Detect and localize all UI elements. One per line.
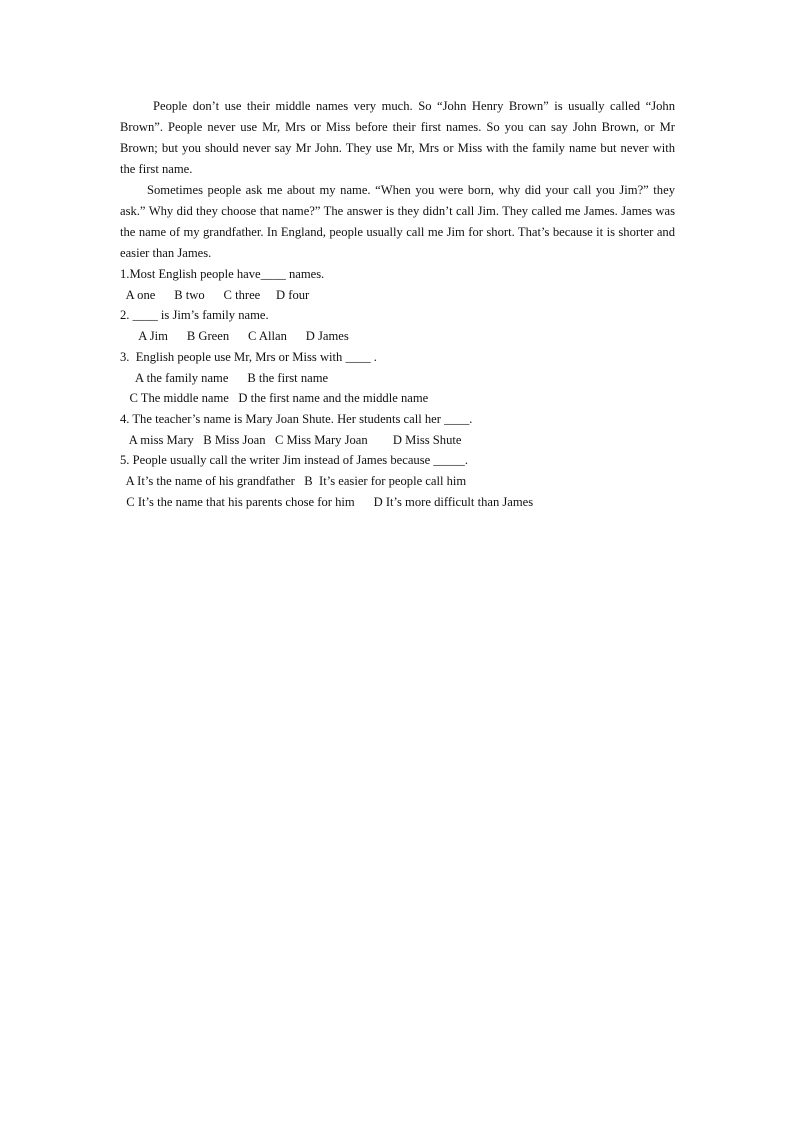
question-1 — [120, 264, 675, 305]
question-stem: 1.Most English people have____ names. — [120, 267, 325, 281]
passage-paragraph-2: Sometimes people ask me about my name. “When you were born, why did your call you Jim?” they ask.” Why did they choose that name?” The answer is they didn’t call Jim. They called me James. James was the name of my grandfather. In England, people usually call me Jim for short. That’s because it is shorter and easier than James. — [120, 183, 675, 260]
question-options: A the family name B the first name — [120, 370, 329, 385]
question-5 — [120, 450, 675, 512]
question-options: A miss Mary B Miss Joan C Miss Mary Joan D Miss Shute — [120, 432, 462, 447]
document-page — [120, 96, 675, 512]
question-stem: 4. The teacher’s name is Mary Joan Shute. Her students call her ____. — [120, 411, 473, 426]
question-3 — [120, 347, 675, 409]
question-2 — [120, 305, 675, 346]
question-stem: 2. ____ is Jim’s family name. — [120, 308, 269, 323]
question-stem: 5. People usually call the writer Jim instead of James because _____. — [120, 453, 468, 468]
question-options: A one B two C three D four — [120, 287, 310, 302]
passage-paragraph-1: People don’t use their middle names very much. So “John Henry Brown” is usually called “John Brown”. People never use Mr, Mrs or Miss before their first names. So you can say John Brown, or Mr Brown; but you should never say Mr John. They use Mr, Mrs or Miss with the family name but never with the first name. — [120, 99, 675, 176]
question-options: C The middle name D the first name and the middle name — [120, 391, 429, 406]
question-stem: 3. English people use Mr, Mrs or Miss with ____ . — [120, 349, 377, 364]
question-options: A Jim B Green C Allan D James — [120, 329, 349, 344]
question-options: A It’s the name of his grandfather B It’s easier for people call him — [120, 474, 467, 489]
question-options: C It’s the name that his parents chose for him D It’s more difficult than James — [120, 494, 534, 509]
question-4 — [120, 409, 675, 450]
